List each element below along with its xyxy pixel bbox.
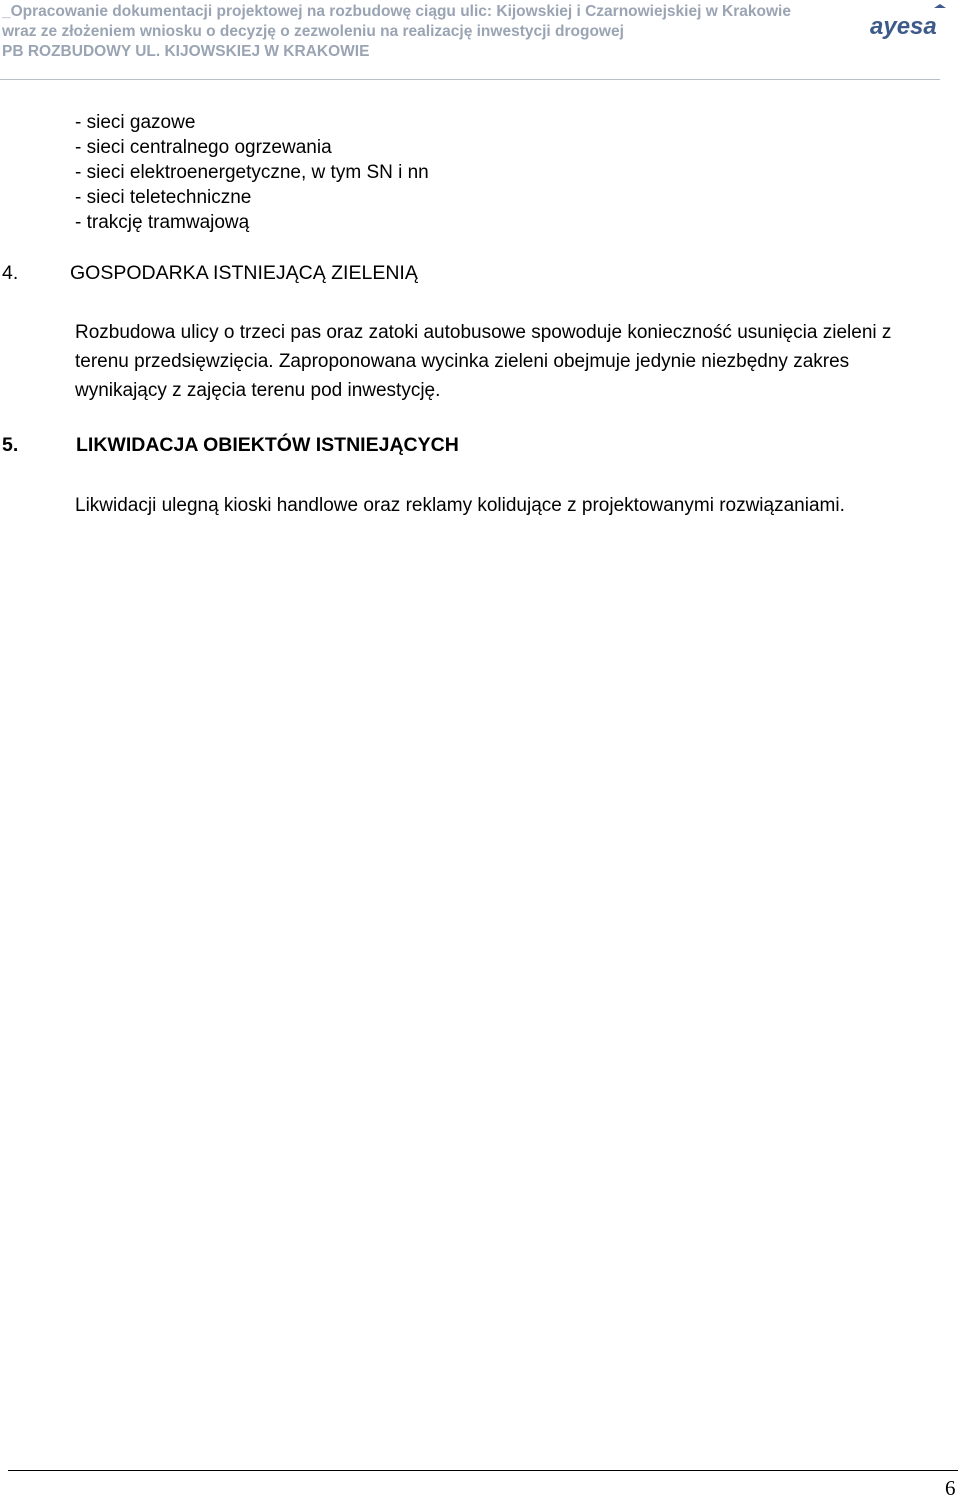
section-4-paragraph: Rozbudowa ulicy o trzeci pas oraz zatoki autobusowe spowoduje konieczność usunięcia zieleni z terenu przedsięwzięcia. Zaproponowana wycinka zieleni obejmuje jedynie niezbędny zakres wynikający z zajęcia terenu pod inwestycję. (75, 322, 892, 401)
list-item: - trakcję tramwajową (75, 212, 250, 233)
list-item: - sieci centralnego ogrzewania (75, 137, 332, 158)
header-project-subtitle: wraz ze złożeniem wniosku o decyzję o zezwoleniu na realizację inwestycji drogowej (2, 23, 624, 40)
footer-divider (8, 1470, 958, 1471)
page-number: 6 (945, 1476, 956, 1500)
list-item: - sieci elektroenergetyczne, w tym SN i nn (75, 162, 429, 183)
utility-network-list (75, 110, 429, 235)
section-5-paragraph: Likwidacji ulegną kioski handlowe oraz reklamy kolidujące z projektowanymi rozwiązaniami. (75, 495, 845, 516)
list-item: - sieci gazowe (75, 112, 196, 133)
page-header (0, 0, 960, 82)
section-4-number: 4. (2, 262, 19, 284)
ayesa-logo (868, 4, 948, 40)
list-item: - sieci teletechniczne (75, 187, 252, 208)
section-5-title: LIKWIDACJA OBIEKTÓW ISTNIEJĄCYCH (76, 434, 459, 456)
header-document-name: PB ROZBUDOWY UL. KIJOWSKIEJ W KRAKOWIE (2, 43, 370, 60)
header-project-title: _Opracowanie dokumentacji projektowej na rozbudowę ciągu ulic: Kijowskiej i Czarnowiejskiej w Krakowie (2, 3, 791, 20)
header-divider (0, 79, 940, 80)
logo-wordmark: ayesa (870, 13, 937, 40)
section-5-number: 5. (2, 434, 19, 456)
section-4-title: GOSPODARKA ISTNIEJĄCĄ ZIELENIĄ (70, 262, 418, 284)
